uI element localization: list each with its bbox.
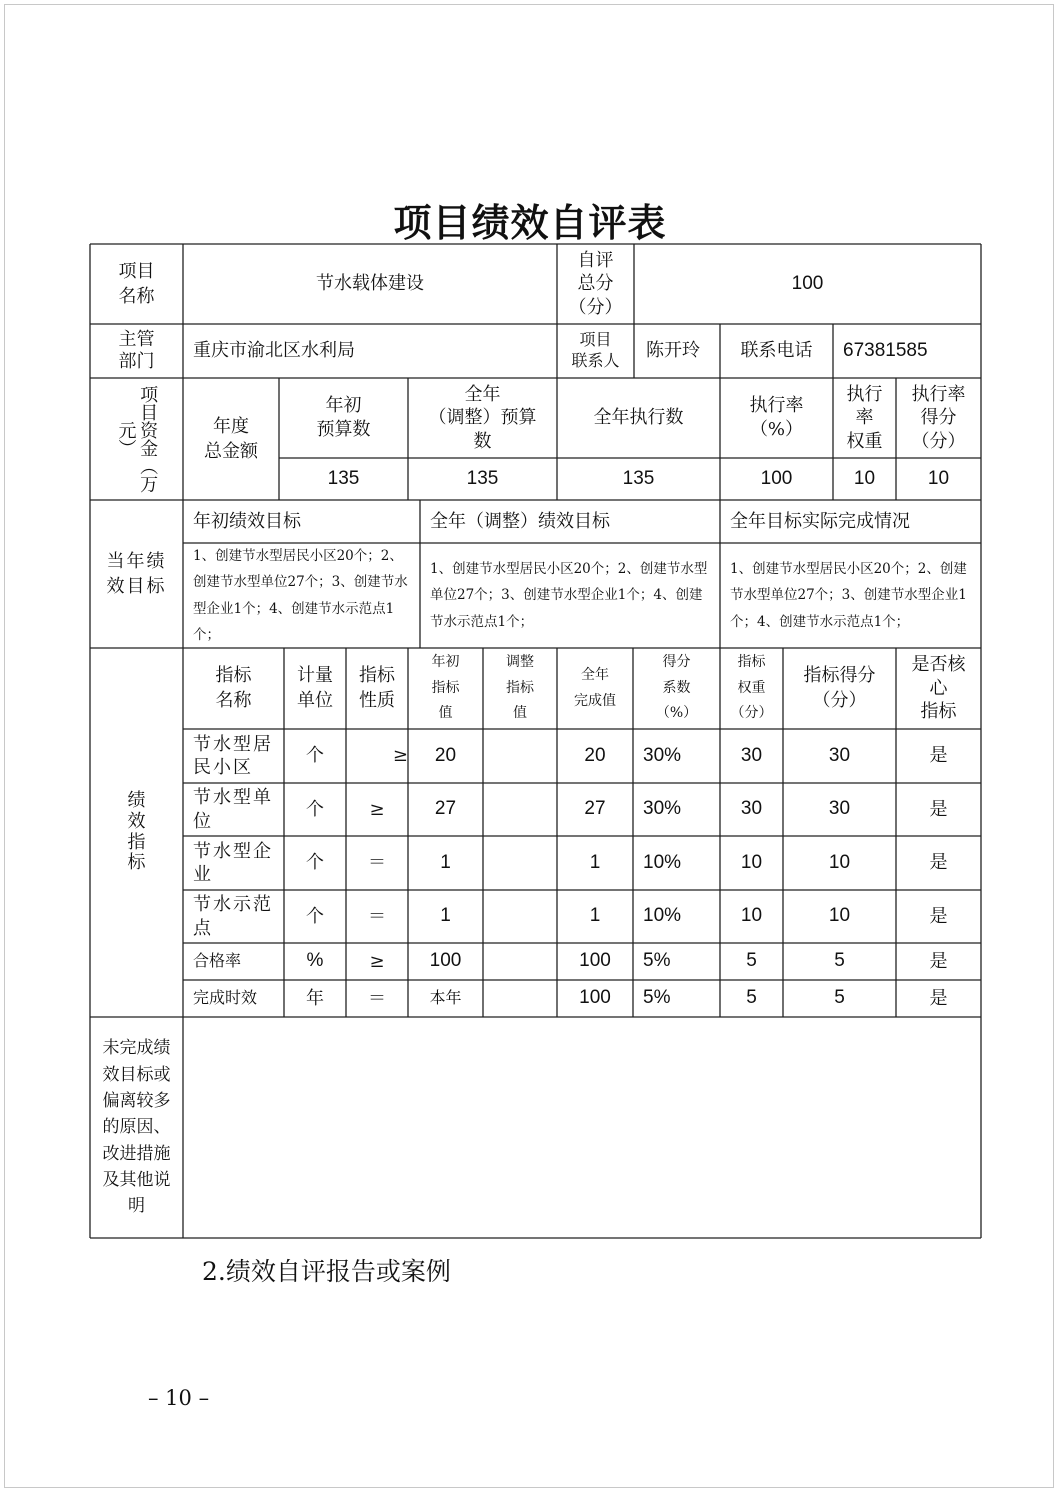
ind-row-initial: 1 — [440, 851, 451, 873]
ind-row-coef: 5% — [643, 987, 671, 1009]
ind-row-adjusted — [483, 980, 557, 1017]
ind-header-nature: 指标 性质 — [359, 665, 395, 711]
ind-row-nature: ＝ — [368, 905, 386, 927]
remarks-text — [183, 1017, 981, 1238]
ind-row-coef: 10% — [643, 851, 682, 873]
ind-row-core: 是 — [929, 745, 948, 767]
ind-row-score: 10 — [828, 905, 851, 927]
goals-side-label: 当年绩 效目标 — [106, 550, 167, 597]
ind-header-score: 指标得分 （分） — [803, 665, 876, 711]
ind-row-name: 节水型企 业 — [193, 840, 273, 885]
ind-row-adjusted — [483, 943, 557, 980]
ind-row-nature: ＝ — [368, 987, 386, 1009]
ind-row-weight: 5 — [746, 950, 757, 972]
ind-header-completed: 全年 完成值 — [574, 666, 616, 709]
ind-row-coef: 30% — [643, 744, 682, 766]
goals-adjusted-header: 全年（调整）绩效目标 — [430, 510, 610, 532]
funds-rate-header: 执行率 （%） — [749, 394, 804, 440]
department-value: 重庆市渝北区水利局 — [193, 340, 355, 362]
funds-rate-score-value: 10 — [927, 467, 950, 489]
ind-row-initial: 20 — [434, 744, 457, 766]
ind-header-coef: 得分 系数 （%） — [655, 653, 698, 722]
ind-row-completed: 100 — [579, 987, 611, 1009]
ind-row-adjusted — [483, 729, 557, 783]
ind-header-initial: 年初 指标 值 — [431, 653, 460, 722]
ind-row-score: 5 — [834, 987, 845, 1009]
ind-row-unit: 个 — [306, 852, 324, 874]
ind-row-unit: 年 — [306, 987, 324, 1009]
ind-row-core: 是 — [929, 950, 948, 972]
ind-row-weight: 10 — [740, 851, 763, 873]
funds-rate-score-header: 执行率 得分 （分） — [911, 383, 966, 452]
contact-value: 陈开玲 — [646, 340, 700, 362]
funds-side-label — [90, 378, 183, 500]
funds-adjusted-header: 全年 （调整）预算 数 — [428, 383, 537, 452]
funds-initial-header: 年初 预算数 — [316, 394, 371, 440]
ind-row-score: 5 — [834, 950, 845, 972]
ind-row-score: 30 — [828, 744, 851, 766]
phone-label: 联系电话 — [740, 340, 813, 362]
ind-row-adjusted — [483, 890, 557, 943]
funds-executed-header: 全年执行数 — [593, 407, 684, 429]
contact-label: 项目 联系人 — [571, 330, 620, 370]
page-title: 项目绩效自评表 — [393, 200, 667, 245]
funds-total-label: 年度 总金额 — [204, 415, 258, 462]
funds-weight-header: 执行 率 权重 — [846, 383, 883, 452]
ind-header-core: 是否核 心 指标 — [911, 654, 966, 723]
ind-row-unit: 个 — [306, 798, 324, 820]
ind-row-weight: 5 — [746, 987, 757, 1009]
ind-row-coef: 30% — [643, 798, 682, 820]
indicators-side-label: 绩 效 指 标 — [127, 790, 146, 874]
ind-row-completed: 1 — [589, 905, 601, 927]
ind-header-name: 指标 名称 — [215, 665, 252, 711]
ind-row-completed: 1 — [589, 851, 601, 873]
ind-row-score: 10 — [828, 851, 851, 873]
ind-row-initial: 1 — [440, 905, 451, 927]
goals-actual-text: 1、创建节水型居民小区20个；2、创建节水型单位27个；3、创建节水型企业1个；4、创建节水示范点1个； — [730, 561, 967, 630]
ind-row-name: 节水型居 民小区 — [193, 733, 273, 778]
ind-row-name: 合格率 — [193, 951, 242, 971]
ind-row-nature: ≥ — [369, 950, 385, 972]
project-name-value: 节水载体建设 — [316, 273, 424, 295]
ind-row-nature: ≥ — [369, 798, 385, 820]
ind-header-weight: 指标 权重 （分） — [730, 653, 773, 722]
ind-row-adjusted — [483, 836, 557, 890]
project-name-label: 项目 名称 — [118, 260, 155, 307]
ind-row-unit: % — [306, 950, 324, 972]
funds-side-label-text: 项目资金（万元） — [115, 385, 159, 493]
ind-row-initial: 本年 — [429, 988, 462, 1008]
page-number: – 10 – — [148, 1386, 210, 1410]
funds-adjusted-value: 135 — [466, 467, 499, 489]
ind-row-weight: 10 — [740, 905, 763, 927]
ind-row-name: 节水示范 点 — [193, 894, 273, 939]
goals-initial-text: 1、创建节水型居民小区20个；2、创建节水型单位27个；3、创建节水型企业1个；4、创建节水示范点1个； — [193, 547, 408, 643]
ind-header-adjusted: 调整 指标 值 — [506, 653, 534, 722]
ind-header-unit: 计量 单位 — [297, 665, 333, 711]
ind-row-coef: 5% — [643, 950, 671, 972]
ind-row-unit: 个 — [306, 745, 324, 767]
report-heading: 2.绩效自评报告或案例 — [202, 1257, 451, 1286]
goals-initial-header: 年初绩效目标 — [193, 510, 301, 532]
ind-row-completed: 27 — [584, 798, 606, 820]
ind-row-coef: 10% — [643, 905, 682, 927]
phone-value: 67381585 — [843, 339, 928, 361]
ind-row-score: 30 — [828, 798, 851, 820]
ind-row-nature: ≥ — [392, 745, 408, 767]
ind-row-weight: 30 — [740, 744, 763, 766]
remarks-label: 未完成绩 效目标或 偏离较多 的原因、 改进措施 及其他说 明 — [102, 1038, 171, 1217]
ind-row-nature: ＝ — [368, 852, 386, 874]
ind-row-core: 是 — [929, 852, 948, 874]
goals-actual-header: 全年目标实际完成情况 — [730, 510, 910, 532]
self-score-label: 自评 总分 （分） — [568, 249, 623, 318]
funds-initial-value: 135 — [327, 467, 360, 489]
ind-row-initial: 100 — [429, 950, 462, 972]
ind-row-core: 是 — [929, 905, 948, 927]
funds-executed-value: 135 — [622, 467, 655, 489]
ind-row-initial: 27 — [434, 798, 457, 820]
funds-rate-value: 100 — [760, 467, 793, 489]
ind-row-completed: 100 — [579, 950, 611, 972]
department-label: 主管 部门 — [118, 328, 155, 372]
ind-row-weight: 30 — [740, 798, 763, 820]
goals-adjusted-text: 1、创建节水型居民小区20个；2、创建节水型单位27个；3、创建节水型企业1个；4、创建节水示范点1个； — [430, 561, 708, 630]
ind-row-completed: 20 — [584, 744, 606, 766]
ind-row-core: 是 — [929, 798, 948, 820]
ind-row-core: 是 — [929, 987, 948, 1009]
ind-row-unit: 个 — [306, 905, 324, 927]
ind-row-adjusted — [483, 783, 557, 836]
funds-weight-value: 10 — [853, 467, 876, 489]
ind-row-name: 节水型单 位 — [193, 787, 273, 832]
self-score-value: 100 — [791, 272, 824, 294]
ind-row-name: 完成时效 — [193, 988, 258, 1008]
